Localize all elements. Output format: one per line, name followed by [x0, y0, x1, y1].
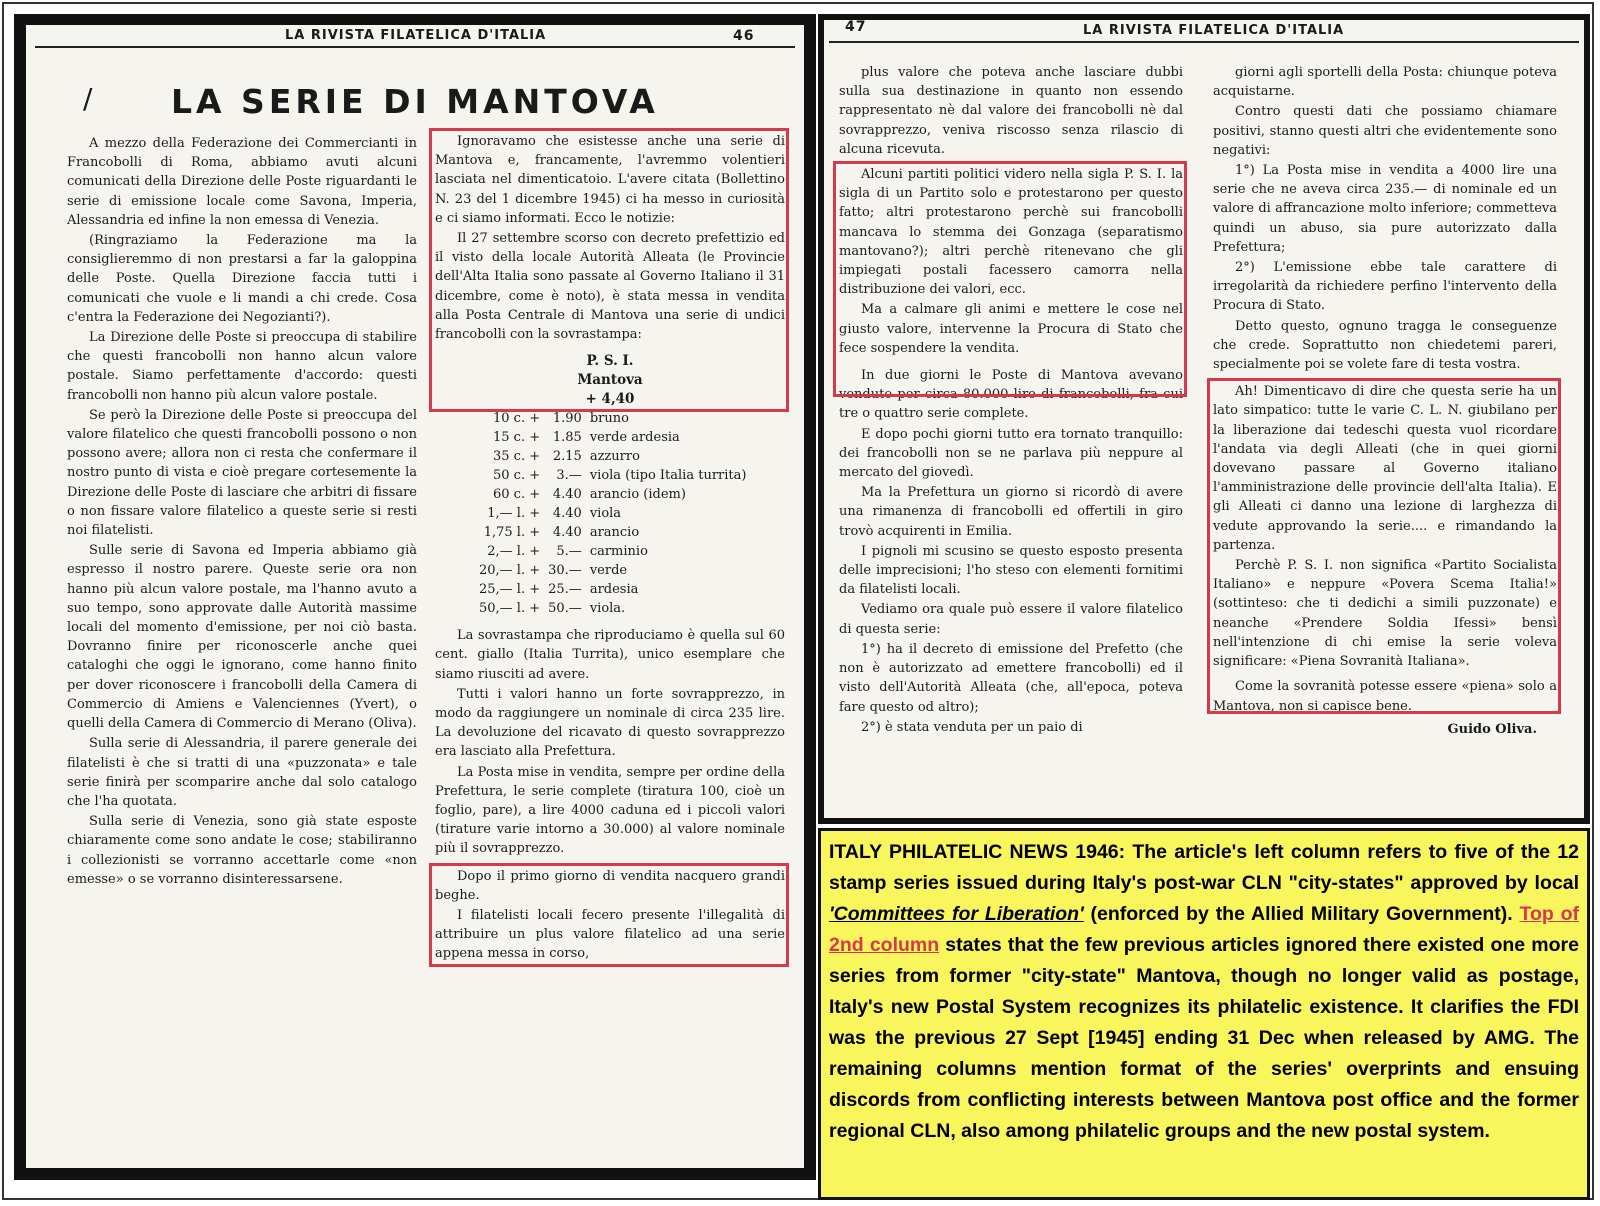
- note-text-3: states that the few previous articles ignored there existed one more series from former "city-state" Mantova, though no longer valid as postage, Italy's new Postal System recognizes its philatelic existence. It clarifies the FDI was the previous 27 Sept [1945] ending 31 Dec when released by AMG. The remaining columns mention format of the series' overprints and ensuing discords from conflicting interests between Mantova post office and the former regional CLN, also among philatelic groups and the new postal system.: [829, 934, 1579, 1142]
- highlight-box-political-border: [833, 161, 1187, 397]
- highlight-box-disputes-border: [429, 863, 789, 967]
- running-title: LA RIVISTA FILATELICA D'ITALIA: [285, 28, 547, 43]
- value-color: carminio: [589, 544, 648, 560]
- highlight-box-political: [839, 165, 1183, 358]
- paragraph: I pignoli mi scusino se questo esposto presenta delle imprecisioni; l'ho steso con elementi fornitimi da filatelisti locali.: [839, 543, 1183, 598]
- paragraph: La Direzione delle Poste si preoccupa di stabilire che questi francobolli non hanno alcun valore postale. Siamo perfettamente d'accordo: questi francobolli non hanno più alcun valore postale.: [67, 330, 417, 403]
- paragraph: In due giorni le Poste di Mantova avevano venduto per circa 80.000 lire di francobolli, fra cui tre o quattro serie complete.: [839, 368, 1183, 422]
- paragraph: Alcuni partiti politici videro nella sigla P. S. I. la sigla di un Partito solo e protestarono per questo fatto; altri protestarono perchè sui francobolli mancava lo stemma dei Gonzaga (separatismo mantovano?); altri perchè ritenevano che gli impiegati postali facessero camorra nella distribuzione dei valori, ecc.: [839, 167, 1183, 298]
- value-row: [475, 580, 750, 599]
- value-surcharge: 4.40: [552, 506, 582, 522]
- head-rule: [35, 46, 795, 48]
- value-row: [475, 409, 750, 428]
- value-surcharge: 3.—: [556, 468, 582, 484]
- value-denomination: 50,— l. +: [479, 601, 541, 617]
- head-rule-right: [829, 41, 1579, 43]
- paragraph: Tutti i valori hanno un forte sovrapprezzo, in modo da raggiungere un nominale di circa 235 lire. La devoluzione del ricavato di questo sovrapprezzo era lasciato alla Prefettura.: [435, 686, 785, 760]
- page-number: 46: [733, 28, 755, 44]
- left-running-head: [23, 28, 807, 46]
- highlight-box-psi: [1213, 382, 1557, 671]
- paragraph: Ignoravamo che esistesse anche una serie di Mantova e, francamente, l'avremmo volentieri lasciata nel dimenticatoio. L'avere citata (Bollettino N. 23 del 1 dicembre 1945) ci ha messo in curiosità e ci siamo informati. Ecco le notizie:: [435, 134, 785, 226]
- paragraph: Ah! Dimenticavo di dire che questa serie ha un lato simpatico: tutte le varie C. L. N. giubilano per la liberazione dai tedeschi questa vuol ricordare l'andata via degli Alleati (che in quei giorni dovevano passare al Governo italiano l'amministrazione delle provincie dell'alta Italia). E gli Alleati ci danno una lezione di larghezza di vedute approvando la serie.... e rimandando la partenza.: [1213, 384, 1557, 553]
- paragraph: La Posta mise in vendita, sempre per ordine della Prefettura, le serie complete (tiratura 100, cioè un foglio, pare), a lire 4000 caduna ed i piccoli valori (tirature varie intorno a 30.000) al valore nominale più il sovrapprezzo.: [435, 764, 785, 857]
- right-running-head: [821, 19, 1587, 41]
- stamp-values-table: [475, 409, 750, 618]
- value-row: [475, 447, 750, 466]
- paragraph: Vediamo ora quale può essere il valore filatelico di questa serie:: [839, 602, 1183, 637]
- note-term-committees: 'Committees for Liberation': [829, 903, 1084, 925]
- right-page: [818, 14, 1590, 824]
- value-color: verde: [589, 563, 628, 579]
- author-signature: Guido Oliva.: [1447, 721, 1537, 737]
- value-row: [475, 542, 750, 561]
- paragraph: Perchè P. S. I. non significa «Partito Socialista Italiano» e neppure «Povera Scema Italia!» (sottinteso: che ti dedichi a simili puzzonate) e neanche «Prendere Soldia Ifessi» bensì nell'intenzione di chi emise la serie voleva significare: «Piena Sovranità Italiana».: [1213, 558, 1557, 670]
- paragraph: Sulla serie di Venezia, sono già state esposte chiaramente come sono andate le cose; stabiliranno i collezionisti se vorranno accettarle come «non emesse» o se vorranno disinteressarsene.: [67, 814, 417, 887]
- value-color: viola (tipo Italia turrita): [589, 468, 747, 484]
- note-text-2: (enforced by the Allied Military Government).: [1083, 903, 1520, 925]
- paragraph: (Ringraziamo la Federazione ma la consiglieremmo di non prestarsi a far la galoppina delle Poste. Quella Direzione faccia tutti i comunicati che vuole e li mandi a chi crede. Cosa c'entra la Federazione dei Negozianti?).: [67, 233, 417, 325]
- value-row: [475, 428, 750, 447]
- paragraph: giorni agli sportelli della Posta: chiunque poteva acquistarne.: [1213, 65, 1557, 100]
- value-surcharge: 30.—: [548, 563, 582, 579]
- highlight-box-psi-border: [1207, 378, 1561, 714]
- column-2-body: [435, 626, 785, 858]
- running-title-right: LA RIVISTA FILATELICA D'ITALIA: [1083, 23, 1345, 38]
- value-denomination: 1,— l. +: [487, 506, 541, 522]
- column-4: [1213, 63, 1557, 739]
- value-row: [475, 523, 750, 542]
- column-3-intro: [839, 63, 1183, 159]
- value-row: [475, 485, 750, 504]
- value-color: viola: [589, 506, 622, 522]
- column-3-body: [839, 366, 1183, 737]
- value-color: arancio (idem): [589, 487, 686, 503]
- paragraph: Contro questi dati che possiamo chiamare positivi, stanno questi altri che evidentemente sono negativi:: [1213, 104, 1557, 158]
- paragraph: Ma a calmare gli animi e mettere le cose nel giusto valore, intervenne la Procura di Stato che fece sospendere la vendita.: [839, 302, 1183, 356]
- note-text-1: The article's left column refers to five of the 12 stamp series issued during Italy's post-war CLN "city-states" approved by local: [829, 841, 1579, 894]
- value-denomination: 25,— l. +: [479, 582, 541, 598]
- highlight-box-disputes: [435, 867, 785, 964]
- paragraph: 1°) ha il decreto di emissione del Prefetto (che non è autorizzato ad emettere francobolli) ed il visto dell'Autorità Alleata (che, all'epoca, poteva fare questo od altro);: [839, 641, 1183, 715]
- value-row: [475, 466, 750, 485]
- page-number-right: 47: [845, 19, 867, 35]
- value-surcharge: 1.90: [552, 411, 582, 427]
- paragraph: I filatelisti locali fecero presente l'illegalità di attribuire un plus valore filatelico ad una serie appena messa in corso,: [435, 908, 785, 962]
- value-row: [475, 504, 750, 523]
- paragraph: 1°) La Posta mise in vendita a 4000 lire una serie che ne aveva circa 235.— di nominale ed un valore di affrancazione molto inferiore; commetteva quindi un abuso, sia pure autorizzato dalla Prefettura;: [1213, 163, 1557, 255]
- value-surcharge: 2.15: [552, 449, 582, 465]
- value-color: azzurro: [589, 449, 640, 465]
- article-headline: LA SERIE DI MANTOVA: [171, 82, 659, 121]
- overprint-line-2: Mantova: [577, 372, 643, 389]
- value-color: arancio: [589, 525, 640, 541]
- value-denomination: 1,75 l. +: [483, 525, 541, 541]
- value-color: ardesia: [589, 582, 639, 598]
- value-surcharge: 50.—: [548, 601, 582, 617]
- value-denomination: 10 c. +: [493, 411, 541, 427]
- value-denomination: 2,— l. +: [487, 544, 541, 560]
- paragraph: Sulle serie di Savona ed Imperia abbiamo già espresso il nostro parere. Queste serie ora non hanno più alcun valore postale, ma l'hanno avuto a suo tempo, sono approvate dalle Autorità massime locali del momento d'emissione, per noi ciò basta. Dovranno finire per riconoscerle anche quei cataloghi che oggi le ignorano, come hanno finito per dover riconoscere i francobolli della Camera di Commercio di Amiens e Valenciennes (Yvert), o quelli della Camera di Commercio di Merano (Oliva).: [67, 543, 417, 732]
- column-3: [839, 63, 1183, 738]
- paragraph: Il 27 settembre scorso con decreto prefettizio ed il visto della locale Autorità Alleata (le Provincie dell'Alta Italia sono passate al Governo Italiano il 31 dicembre, come è noto), è stata messa in vendita alla Posta Centrale di Mantova una serie di undici francobolli con la sovrastampa:: [435, 231, 785, 343]
- note-term-top-2nd-column: Top of 2nd column: [829, 903, 1579, 956]
- overprint-line-1: P. S. I.: [586, 353, 634, 370]
- paragraph: plus valore che poteva anche lasciare dubbi sulla sua destinazione in quanto non essendo rappresentato nè dal valore dei francobolli nè dal sovrapprezzo, veniva riscosso senza rilascio di alcuna ricevuta.: [839, 65, 1183, 157]
- paragraph: La sovrastampa che riproduciamo è quella sul 60 cent. giallo (Italia Turrita), unico esemplare che siamo riusciti ad avere.: [435, 628, 785, 682]
- value-surcharge: 25.—: [548, 582, 582, 598]
- paragraph: Detto questo, ognuno tragga le conseguenze che crede. Soprattutto non chiedetemi pareri, specialmente poi se volete fare di testa vostra.: [1213, 318, 1557, 373]
- column-4-closing: Come la sovranità potesse essere «piena» solo a Mantova, non si capisce bene.: [1213, 679, 1557, 714]
- value-surcharge: 4.40: [552, 487, 582, 503]
- paragraph: Se però la Direzione delle Poste si preoccupa del valore filatelico che questi francobolli possono o non possono avere; allora non ci resta che confermare il nostro punto di vista e cioè pregare cortesemente la Direzione delle Poste di lasciare che arbitri di fissare o non fissare valore filatelico a queste serie si resti noi filatelisti.: [67, 407, 417, 539]
- paragraph: Sulla serie di Alessandria, il parere generale dei filatelisti è che si tratti di una «puzzonata» e tale serie finirà per scomparire anche dal solo catalogo che l'ha quotata.: [67, 736, 417, 809]
- value-denomination: 15 c. +: [493, 430, 541, 446]
- value-denomination: 60 c. +: [493, 487, 541, 503]
- value-denomination: 35 c. +: [493, 449, 541, 465]
- overprint-line-3: + 4,40: [585, 391, 635, 408]
- paragraph: 2°) L'emissione ebbe tale carattere di irregolarità da richiedere perfino l'intervento della Procura di Stato.: [1213, 260, 1557, 314]
- highlight-box-mantova-intro: [429, 128, 789, 412]
- paragraph: E dopo pochi giorni tutto era tornato tranquillo: dei francobolli non se ne parlava più neppure al mercato del giovedì.: [839, 426, 1183, 481]
- value-row: [475, 561, 750, 580]
- value-surcharge: 4.40: [552, 525, 582, 541]
- paragraph: A mezzo della Federazione dei Commercianti in Francobolli di Roma, abbiamo avuti alcuni comunicati della Direzione delle Poste riguardanti le serie di emissione locale come Savona, Imperia, Alessandria ed infine la non emessa di Venezia.: [67, 136, 417, 228]
- pen-mark: /: [83, 82, 93, 115]
- value-surcharge: 1.85: [552, 430, 582, 446]
- paragraph: Ma la Prefettura un giorno si ricordò di avere una rimanenza di francobolli ed offertili in giro trovò acquirenti in Emilia.: [839, 485, 1183, 539]
- value-color: viola.: [589, 601, 626, 617]
- note-lead: ITALY PHILATELIC NEWS 1946:: [829, 841, 1126, 863]
- value-row: [475, 599, 750, 618]
- left-page: [14, 14, 816, 1180]
- column-1: [67, 134, 417, 890]
- annotation-note: [818, 828, 1590, 1200]
- paragraph: 2°) è stata venduta per un paio di: [861, 719, 1083, 735]
- column-4-intro: [1213, 63, 1557, 374]
- paragraph: Dopo il primo giorno di vendita nacquero grandi beghe.: [435, 868, 785, 903]
- column-2: [435, 132, 785, 965]
- value-denomination: 50 c. +: [493, 468, 541, 484]
- value-color: verde ardesia: [589, 430, 680, 446]
- value-surcharge: 5.—: [556, 544, 582, 560]
- value-color: bruno: [589, 411, 629, 427]
- value-denomination: 20,— l. +: [479, 563, 541, 579]
